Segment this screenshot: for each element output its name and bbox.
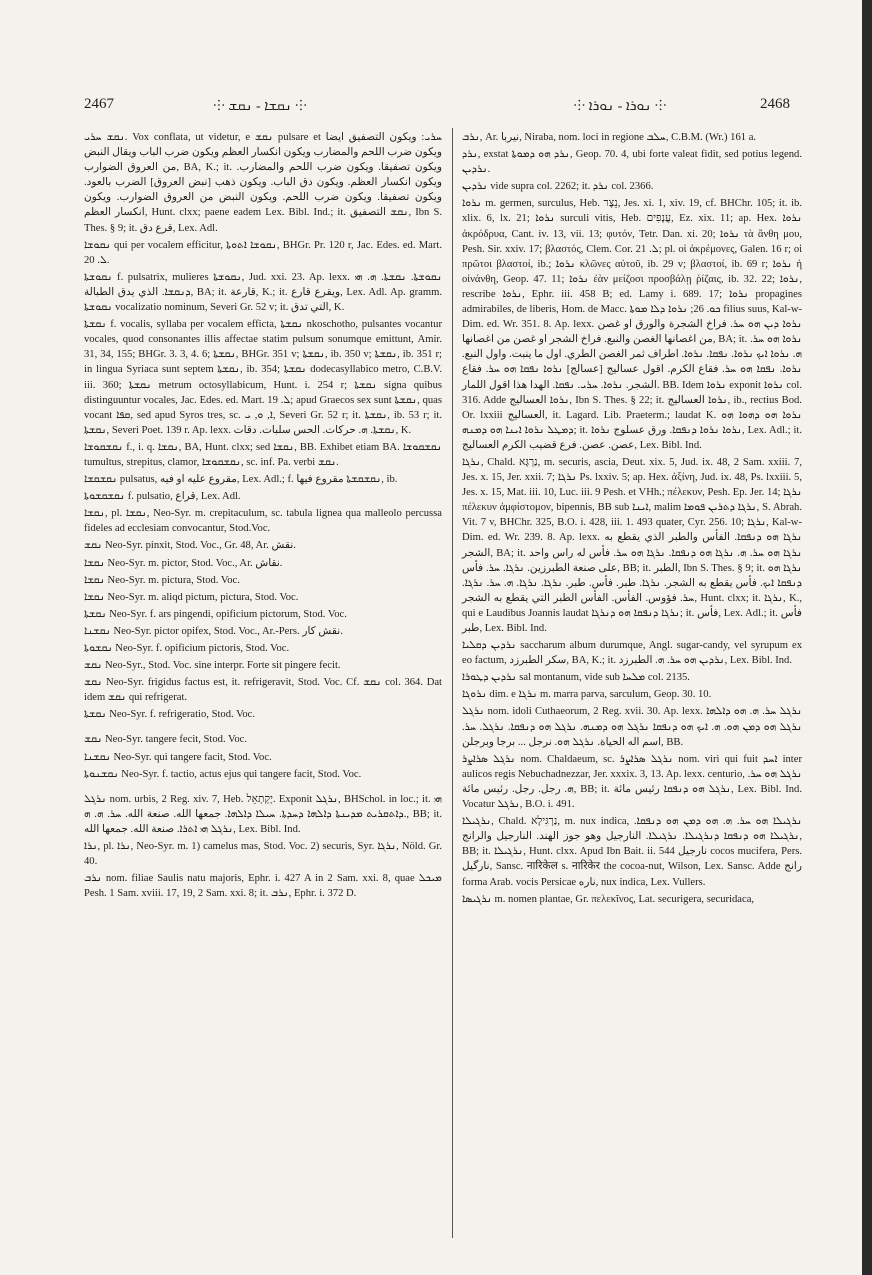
dictionary-entry: ܢܩܘܫܬܐ f. pulsatrix, mulieres ܢܩܘܫܬܐ, Jud. xxi. 23. Ap. lexx. ܢܩܘܫܬܐ. ܢܩܫܬܐ. ܗ. ܗܝ ܕܢܩܫܐ. الذي يدق الطبالة, BA; it. قارعة, K.; it. ويقرع قارع, Lex. Adl. Ap. gramm. ܢܩܘܫܬܐ vocalizatio nominum, Severi Gr. 52 v; it. التي تدق, K. <box>84 271 442 314</box>
dictionary-entry: ܢܩܫܢܘܬܐ Neo-Syr. f. tactio, actus ejus qui tangere facit, Stod. Voc. <box>84 768 362 780</box>
column-divider <box>452 128 453 1238</box>
dictionary-entry: ܢܪܕ, exstat ܢܪܕ ܗܘ ܕܡܘܬܐ, Geop. 70. 4, ubi forte valeat fidit, sed potius legend. ܢܪܕܝܢ. <box>462 149 803 176</box>
right-running-title: ⸭ ܢܘܪܐ - ܢܘܪܐ ⸭ <box>573 99 667 114</box>
page-header <box>0 92 872 116</box>
dictionary-entry: ܢܩܘܫܐ qui per vocalem efficitur, ܢܩܘܫܐ ܐܬܘܬܐ, BHGr. Pr. 120 r, Jac. Edes. ed. Mart. ܠ. 20. <box>84 239 442 266</box>
dictionary-entry: ܢܪܕܝܢ ܕܩܠܝܐ saccharum album durumque, Angl. sugar-candy, vel syrupum ex eo factum, سكر الطبرزد, BA, K.; it. ܢܪܕܝܢ ܗܘ ܚܪ. ܗ. الطبرزد, Lex. Bibl. Ind. <box>462 640 802 667</box>
dictionary-entry: ܢܩܫ Neo-Syr. pinxit, Stod. Voc., Gr. 48, Ar. نقش. <box>84 540 296 552</box>
dictionary-entry: ܢܪܓܐ, Chald. נַרְגָּא, m. securis, ascia, Deut. xix. 5, Jud. ix. 48, 2 Sam. xxiii. 7, Jes. x. 15, Jer. xxii. 7; ܢܪܓܐ Ps. lxxiv. 5; ap. Hex. ἀξίνη, Jud. ix. 48, Ps. lxxiii. 5, Jes. x. 15, Mat. iii. 10, Luc. iii. 9 Pesh. et VHh.; πέλεκυν, Pesh. Ep. Jer. 14; ܢܪܓܐ πέλεκυν ἀμφίστομον, bipennis, BB sub ܐܝܢܐ, malim ܢܪܓܐ ܕܬܪܝܢ ܦܘܡܐ, S. Abrah. Vit. 7 v, BHChr. 325, B.O. i. 428, iii. 1. 493 quater, Cyr. 256. 10; ܢܪܓܐ, Kal-w-Dim. ed. Wr. 239. 8. Ap. lexx. ܢܪܓܐ ܗܘ ܕܢܦܩܐ. الفأس والطبر الذي يقطع به الشجر, BA; it. ܢܪܓܐ ܗܘ ܚܪ. ܗ. ܢܪܓܐ ܗܘ ܕܢܦܩܐ. ܢܪܓܐ ܗܘ ܚܪ. فأس له راس واحد على صنعة الطبرزين. ܢܪܓܐ. ܚܪ. فأس, BB; it. الطبر, Ibn S. Thes. § 9; it. ܢܪܓܐ ܗܘ ܕܢܦܩܐ ܐܝܟ. فأس يقطع به الشجر. ܢܪܓܐ. طبر. فأس. طبر. ܢܪܓܐ. ܢܪܓܐ. ܗ. ܚܪ. ܢܪܓܐ. ܚܪ. فؤوس. الفأس. الفأس الطبر التي يقطع به الشجر, Hunt. clxx; it. ܢܪܓܐ, K., qui e Laudibus Joannis laudat ܢܪܓܐ ܕܢܦܩܐ ܗܘ ܕܢܪܓܐ; it. فأس, Lex. Adl.; it. فأس طبر, Lex. Bibl. Ind. <box>462 456 803 634</box>
dictionary-entry: ܢܩܫ Neo-Syr., Stod. Voc. sine interpr. Forte sit pingere fecit. <box>84 660 341 672</box>
dictionary-entry: ܢܪܓܝܠܐ, Chald. נַרְגִּילָא, m. nux indica, ܢܪܓܝܠܐ ܗܘ ܚܪ. ܗ. ܗܘ ܕܡܢ ܗܘ ܕܢܦܩܐ. ܢܪܓܝܠܐ ܗܘ ܕܢܦܩܐ ܕܢܪܓܝܠܐ. ܢܪܓܝܠܐ. النارجيل وهو جوز الهند. النارجيل والرانج, BB; it. ܢܪܓܝܠܐ, Hunt. clxx. Apud Ibn Bait. ii. 544 نارجيل cocos mucifera, Pers. نارگيل, Sansc. नारिकेल s. नारिकेर the cocoa-nut, Wilson, Lex. Sansc. Adde رانج forma Arab. vocis Persicae ناره, nux indica, Lex. Vullers. <box>462 816 802 888</box>
dictionary-entry: ܢܩܫܬܐ Neo-Syr. f. ars pingendi, opificium pictorum, Stod. Voc. <box>84 608 347 620</box>
right-page-number: 2468 <box>760 96 790 112</box>
dictionary-entry: ܢܩܫܩܘܫܐ f., i. q. ܢܩܫܐ, BA, Hunt. clxx; sed ܢܩܫܐ, BB. Exhibet etiam BA. ܢܩܫܩܘܫܐ tumultus, strepitus, clamor, ܢܩܫܩܘܫܐ, sc. inf. Pa. verbi ܢܩܫ. <box>84 441 442 468</box>
dictionary-entry: ܢܪܘܐ m. germen, surculus, Heb. נֵצֶר, Jes. xi. 1, xiv. 19, cf. BHChr. 105; it. ib. xlix. 6, lx. 21; ܢܪܘܐ surculi vitis, Heb. עֲנָפִים, Ez. xix. 11; ap. Hex. ܢܪܘܐ ἀκρόδρυα, Cant. iv. 13, vii. 13; φυτόν, Tetr. Dan. xi. 20; ܢܪܘܐ τὰ ἄνθη μου, Pesh. Sir. xxiv. 17; βλαστός, Clem. Cor. ܠ. 21; pl. οἱ ἀκρέμονες, Galen. 16 r; οἱ πρῶτοι βλαστοί, ib.; ܢܪܘܐ κλῶνες αὐτοῦ, ib. 29 v; βλαστοί, ib. 69 r; ܢܪܘܐ ἡ οἰνάνθη, Geop. 47. 11; ܢܪܘܐ ἐὰν μείζοσι προσβάλῃ ῥίζαις, ib. 32. 22; ܢܪܘܐ, rescribe ܢܪܘܐ, Ephr. iii. 458 B; ed. Lamy i. 689. 17; ܢܪܘܐ propagines admirabiles, de liberis, Hom. de Macc. ܟܘ. 26; ܢܪܘܐ ܕܠܐ ܡܘܬܐ filius suus, Kal-w-Dim. ed. Wr. 351. 8. Ap. lexx. ܢܪܘܐ ܕܝܢ ܗܘ ܚܪ. فراخ الشجرة والورق او غصن من اغصانها الغصن والنبع. فراخ الشجر او غصن من اغصانها, BA; it. ܢܪܘܐ ܗܘ ܚܪ. ܗ. ܢܪܘܐ ܐܝܟ ܢܪܘܐ. ܢܦܩܐ. ܢܪܘܐ. اطراف ثمر الغصن الطري. اول ما ينبت. واول النبع. ܢܪܘܐ. ܢܦܩܐ ܗܘ ܚܪ. فقاع الكرم. اقول عساليج [عسالج] ܢܪܘܐ ܢܦܩܐ ܗܘ ܚܪ. فقاع الشجر. ܢܪܘܐ. ܚܪܝ. ܢܦܩܐ. الهدا هذا اقول اللمار. BB. Idem ܢܪܘܐ exponit ܢܪܘܐ col. 316. Adde ܢܪܘܐ العساليج, Ibn S. Thes. § 22; it. ܢܪܘܐ العساليج, ib., rectius Bod. Or. lxxiii العساليج, it. Lagard. Lib. Praeterm.; laudat K. ܢܪܘܐ ܗܘ ܕܗܘܐ ܗܘ ܕܡܛܠ ܢܪܘܐ ܐܝܢܐ ܗܘ ܕܡܢܗ; it. ܢܪܘܐ ܢܪܘܐ ܕܢܦܩܐ. ورق عسلوج ܢܪܘܐ, Lex. Adl.; it. عصن. عصن. فرع قضيب الكرم العساليج, Lex. Bibl. Ind. <box>462 198 803 451</box>
dictionary-entry: ܢܩܫܩܫܘܬܐ f. pulsatio, قراع, Lex. Adl. <box>84 491 241 503</box>
left-running-title: ⸭ ܢܩܫܐ - ܢܩܫ ⸭ <box>213 99 307 114</box>
dictionary-entry: ܢܪܐ, pl. ܢܪܐ, Neo-Syr. m. 1) camelus mas, Stod. Voc. 2) securis, Syr. ܢܪܓܐ, Nöld. Gr. 40. <box>84 841 442 868</box>
dictionary-entry: ܢܪܓܝܣܐ m. nomen plantae, Gr. πελεκῖνος, Lat. securigera, securidaca, <box>462 893 755 905</box>
dictionary-entry: ܢܩܫܬܐ f. vocalis, syllaba per vocalem efficta, ܢܩܫܬܐ nkoschotho, pulsantes vocantur vocales, quod consonantes illis affectae statim pulsum sonumque emittunt, Amir. 31, 34, 155; BHGr. 3. 3, 4. 6; ܢܩܫܬܐ, BHGr. 351 v; ܢܩܫܬܐ, ib. 350 v; ܢܩܫܬܐ, ib. 351 r; in lingua Syriaca sunt septem ܢܩܫܬܐ, ib. 354; ܢܩܫܬܐ dodecasyllabico metro, C.B.V. iii. 360; ܢܩܫܬܐ metrum octosyllabicum, Hunt. i. 254 r; ܢܩܫܬܐ signa quibus distinguuntur vocales, Jac. Edes. ed. Mart. ܠ. 19; apud Graecos sex sunt ܢܩܫܬܐ, quas vocant ܩܦܐ, sed apud Syros tres, sc. ܐ, ܘ, ܝ, Severi Gr. 52 r; it. ܢܩܫܬܐ, ib. 53 r; it. ܢܩܫܬܐ, Severi Poet. 139 r. Ap. lexx. ܢܩܫܬܐ. ܗ. حركات. الحس سلبات. دقات, K. <box>84 319 443 436</box>
page-edge-shadow <box>862 0 872 1275</box>
dictionary-entry: ܢܪܓܠ nom. urbis, 2 Reg. xiv. 7, Heb. יָקְתְאֵל. Exponit ܢܪܓܠ, BHSchol. in loc.; it. ܗܝ ܕܐܬܩܪܝܬ ܡܕܝܢܬܐ ܕܐܠܗܐ ܕܚܕܬܐ. ܚܝܠܐ ܕܐܠܗܐ. جمعها الله. صنعة الله. ܚܪ. ܗ. ܗ., BB; it. ܢܪܓܠ ܗܝ ܐܬܪܐ. صنعة الله. جمعها الله, Lex. Bibl. Ind. <box>84 793 442 835</box>
dictionary-entry: ܢܩܫ Neo-Syr. frigidus factus est, it. refrigeravit, Stod. Voc. Cf. ܢܩܫ col. 364. Dat idem ܢܩܫ qui refrigerat. <box>84 677 443 704</box>
dictionary-entry: ܢܩܫܐ Neo-Syr. m. aliqd pictum, pictura, Stod. Voc. <box>84 591 299 603</box>
dictionary-entry: ܢܩܫܩܫܐ pulsatus, مقروع عليه او فيه, Lex. Adl.; f. ܢܩܫܩܫܬܐ مقروع فيها, ib. <box>84 474 398 486</box>
dictionary-entry: ܢܩܫܐ, pl. ܢܩܫܐ, Neo-Syr. m. crepitaculum, sc. tabula lignea qua malleolo percussa fideles ad ecclesiam convocantur, Stod.Voc. <box>84 508 442 535</box>
dictionary-entry: ܢܪܕܝܢ ܕܛܘܪܐ sal montanum, vide sub ܡܠܚܐ col. 2135. <box>462 672 690 684</box>
dictionary-entry: ܢܩܫ ܚܪܝ. Vox conflata, ut videtur, e ܢܩܫ pulsare et ܚܪܝ: ويكون التصفيق ايضا ويكون ضرب اللحم والمضارب ويكون انكسار العظم ويكون ضرب الباب ويقال النبض من العروق الضوارب, BA, K.; it. ويكون تصفيقا. ويكون ضرب اللحم والمضارب. ويكون انكسار العظم. ويكون دق الباب. ويكون ذهب [نبض العروق] الضرب بالعود. ويكون تصفيقا. ويكون ضرب اللحم. ويكون النبض من العروق الضوارب. ويكون انكسار العظم, Hunt. clxx; paene eadem Lex. Bibl. Ind.; it. ܢܩܫ التصفيق, Ibn S. Thes. § 9; it. قرع دق, Lex. Adl. <box>84 132 442 234</box>
dictionary-entry: ܢܩܫܢܐ Neo-Syr. pictor opifex, Stod. Voc., Ar.-Pers. نقش كار. <box>84 625 343 637</box>
dictionary-entry: ܢܩܫܐ Neo-Syr. m. pictura, Stod. Voc. <box>84 574 240 586</box>
dictionary-entry: ܢܪܓܠ nom. idoli Cuthaeorum, 2 Reg. xvii. 30. Ap. lexx. ܢܪܓܠ ܚܪ. ܗ. ܗܘ ܕܐܠܗܐ ܢܪܓܠ ܗܘ ܕܡܢ ܗܘ. ܗ. ܐܝܟ ܗܘ ܕܢܦܩܐ ܢܪܓܠ ܗܘ ܕܡܢܗ. ܢܪܓܠ ܗܘ ܕܢܦܩܐ. ܢܪܓܠ. ܚܪ. اسم اله الحياة. ܢܪܓܠ ܗܘ. نرجل ... برجا وبرجلن, BB. <box>462 706 802 748</box>
dictionary-entry: ܢܪܘܓܐ dim. e ܢܪܓܐ m. marra parva, sarculum, Geop. 30. 10. <box>462 689 712 701</box>
dictionary-entry: ܢܩܫܬܐ Neo-Syr. f. refrigeratio, Stod. Voc. <box>84 709 256 721</box>
dictionary-entry: ܢܪܒ, Ar. نيربا, Niraba, nom. loci in regione ܚܠܒ, C.B.M. (Wr.) 161 a. <box>462 132 757 143</box>
dictionary-entry: ܢܪܓܠ ܣܪܐܨܪ nom. Chaldaeum, sc. ܢܪܓܠ ܣܪܐܨܪ nom. viri qui fuit ܐܚܕ inter aulicos regis Nebuchadnezzar, Jer. xxxix. 3, 13. Ap. lexx. centurio, ܢܪܓܠ ܗܘ ܚܪ. ܗ. رجل. رجل. رئيس مائة, BB; it. ܢܪܓܠ ܗܘ ܕܢܦܩܐ رئيس مائة, Lex. Bibl. Ind. Vocatur ܢܪܓܠ, B.O. i. 491. <box>462 753 802 811</box>
dictionary-entry: ܢܪܕܝܢ vide supra col. 2262; it. ܢܪܕ col. 2366. <box>462 181 654 193</box>
left-page-number: 2467 <box>84 96 114 112</box>
dictionary-entry: ܢܩܫܢܐ Neo-Syr. qui tangere facit, Stod. Voc. <box>84 751 272 763</box>
dictionary-entry: ܢܩܫܘܬܐ Neo-Syr. f. opificium pictoris, Stod. Voc. <box>84 643 290 654</box>
dictionary-entry: ܢܩܫܐ Neo-Syr. m. pictor, Stod. Voc., Ar. نقاش. <box>84 557 283 569</box>
right-column <box>462 130 802 909</box>
dictionary-entry: ܢܪܒ nom. filiae Saulis natu majoris, Ephr. i. 427 A in 2 Sam. xxi. 8, quae ܡܝܟܠ Pesh. 1 Sam. xviii. 17, 19, 2 Sam. xxi. 8; it. ܢܪܒ, Ephr. i. 372 D. <box>84 873 442 900</box>
dictionary-entry: ܢܩܫ Neo-Syr. tangere fecit, Stod. Voc. <box>84 734 247 746</box>
left-column <box>84 130 442 903</box>
